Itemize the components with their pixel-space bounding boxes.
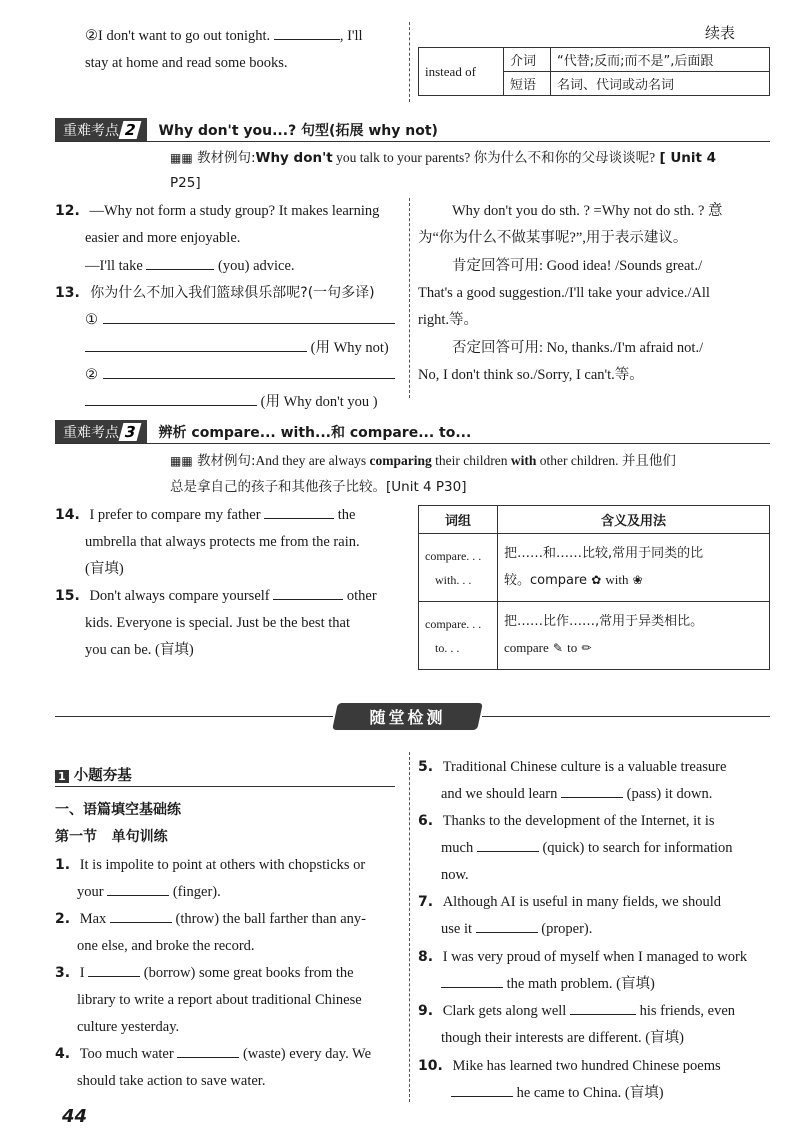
point-2-title: Why don't you...? 句型(拓展 why not) [158,123,438,139]
point-3-title: 辨析 compare... with...和 compare... to... [158,425,472,441]
question-12: 12. —Why not form a study group? It makes learning [55,203,380,219]
q3-line-3: culture yesterday. [77,1019,180,1035]
note-line-1: Why don't you do sth. ? =Why not do sth. ? 意 [452,203,723,219]
book-icon: ▦▦ [170,151,193,165]
q4-line-2: should take action to save water. [77,1073,266,1089]
q5-line-2: and we should learn (pass) it down. [441,781,712,808]
answer-blank[interactable] [274,25,340,40]
note-line-4: That's a good suggestion./I'll take your advice./All [418,285,710,301]
answer-blank[interactable] [146,255,214,270]
answer-blank[interactable] [570,1000,636,1015]
q13-choice-1: ① [85,307,395,334]
section-banner: 随堂检测 [369,708,446,727]
note-line-3: 肯定回答可用: Good idea! /Sounds great./ [452,258,703,274]
q3-line-2: library to write a report about traditional Chinese [77,992,362,1008]
question-3: 3. I (borrow) some great books from the [55,960,354,987]
answer-blank[interactable] [476,918,538,933]
point-3-header [55,420,471,444]
question-5: 5. Traditional Chinese culture is a valuable treasure [418,759,727,775]
note-line-5: right.等。 [418,312,479,328]
answer-blank[interactable] [107,881,169,896]
question-1: 1. It is impolite to point at others with chopsticks or [55,857,366,873]
q13-choice-2: ② [85,362,395,389]
part-title: 一、语篇填空基础练 [55,802,181,818]
q6-line-2: much (quick) to search for information [441,835,733,862]
point-2-header [55,118,438,142]
subsection-rule [55,786,395,787]
row-1-meaning: 把……和……比较,常用于同类的比 较。compare ✿ with ❀ [498,534,770,602]
answer-blank[interactable] [110,908,172,923]
question-13: 13. 你为什么不加入我们篮球俱乐部呢?(一句多译) [55,285,375,301]
subpart-title: 第一节 单句训练 [55,829,168,845]
q7-line-2: use it (proper). [441,916,592,943]
answer-blank[interactable] [451,1082,513,1097]
row-2-term: compare. . . to. . . [419,602,498,670]
q-line-2: stay at home and read some books. [85,55,288,71]
key-point-tag: 重难考点 3 [55,420,147,444]
answer-blank[interactable] [561,783,623,798]
q1-line-2: your (finger). [77,879,221,906]
q10-line-2: he came to China. (盲填) [451,1080,664,1107]
type-cell-bottom: 短语 [504,72,551,96]
q13-choice-1-cont: (用 Why not) [85,335,389,362]
example-ref-cont: P25] [170,175,201,191]
header-rule [55,443,770,444]
continued-label: 续表 [705,24,736,42]
column-divider [409,752,410,1102]
answer-line[interactable] [85,391,257,406]
example-line-2: 总是拿自己的孩子和其他孩子比较。[Unit 4 P30] [170,479,467,495]
question-4: 4. Too much water (waste) every day. We [55,1041,371,1068]
teacher-icon: ✎ [552,641,563,655]
banner-rule-left [55,716,333,717]
q14-line-2: umbrella that always protects me from the rain. [85,534,360,550]
question-9: 9. Clark gets along well his friends, even [418,998,735,1025]
meaning-cell-bottom: 名词、代词或动名词 [551,72,770,96]
question-10: 10. Mike has learned two hundred Chinese poems [418,1058,721,1074]
answer-blank[interactable] [477,837,539,852]
q-line-1: ②I don't want to go out tonight. , I'll [85,23,363,50]
q9-line-2: though their interests are different. (盲填) [441,1030,684,1046]
column-divider [409,198,410,398]
q14-line-3: (盲填) [85,561,124,577]
banner-rule-right [482,716,770,717]
question-15: 15. Don't always compare yourself other [55,583,377,610]
row-2-meaning: 把……比作……,常用于异类相比。 compare ✎ to ✏ [498,602,770,670]
point-2-example: ▦▦ 教材例句:Why don't you talk to your parents? 你为什么不和你的父母谈谈呢? [ Unit 4 [170,144,716,172]
question-6: 6. Thanks to the development of the Internet, it is [418,813,715,829]
answer-line[interactable] [103,364,395,379]
column-divider [409,22,410,102]
answer-blank[interactable] [441,973,503,988]
question-2: 2. Max (throw) the ball farther than any- [55,906,366,933]
q15-line-3: you can be. (盲填) [85,642,194,658]
q2-line-2: one else, and broke the record. [77,938,255,954]
answer-line[interactable] [103,309,395,324]
book-icon: ▦▦ [170,454,193,468]
subsection-icon: 1 [55,770,69,783]
fruit-icon: ❀ [632,573,643,587]
compare-table [418,505,770,670]
type-cell-top: 介词 [504,48,551,72]
q15-line-2: kids. Everyone is special. Just be the best that [85,615,350,631]
note-line-7: No, I don't think so./Sorry, I can't.等。 [418,367,644,383]
row-1-term: compare. . . with. . . [419,534,498,602]
fruit-icon: ✿ [591,573,602,587]
q6-line-3: now. [441,867,469,883]
q12-line-3: —I'll take (you) advice. [85,253,295,280]
question-8: 8. I was very proud of myself when I managed to work [418,949,748,965]
answer-blank[interactable] [264,504,334,519]
subsection-title: 1 小题夯基 [55,764,132,785]
question-14: 14. I prefer to compare my father the [55,502,356,529]
point-3-example: ▦▦ 教材例句:And they are always comparing their children with other children. 并且他们 [170,447,676,475]
candle-icon: ✏ [581,641,592,655]
q12-line-2: easier and more enjoyable. [85,230,241,246]
q8-line-2: the math problem. (盲填) [441,971,655,998]
question-7: 7. Although AI is useful in many fields, we should [418,894,721,910]
q13-choice-2-cont: (用 Why don't you ) [85,389,378,416]
answer-blank[interactable] [177,1043,239,1058]
key-point-tag: 重难考点 2 [55,118,147,142]
answer-blank[interactable] [88,962,140,977]
answer-blank[interactable] [273,585,343,600]
header-rule [55,141,770,142]
page-number: 44 [62,1106,88,1127]
note-line-6: 否定回答可用: No, thanks./I'm afraid not./ [452,340,704,356]
answer-line[interactable] [85,337,307,352]
instead-of-table [418,47,770,96]
note-line-2: 为“你为什么不做某事呢?”,用于表示建议。 [418,230,688,246]
table-header-phrase: 词组 [419,506,498,534]
meaning-cell-top: “代替;反而;而不是”,后面跟 [551,48,770,72]
table-header-meaning: 含义及用法 [498,506,770,534]
term-cell: instead of [419,48,504,96]
